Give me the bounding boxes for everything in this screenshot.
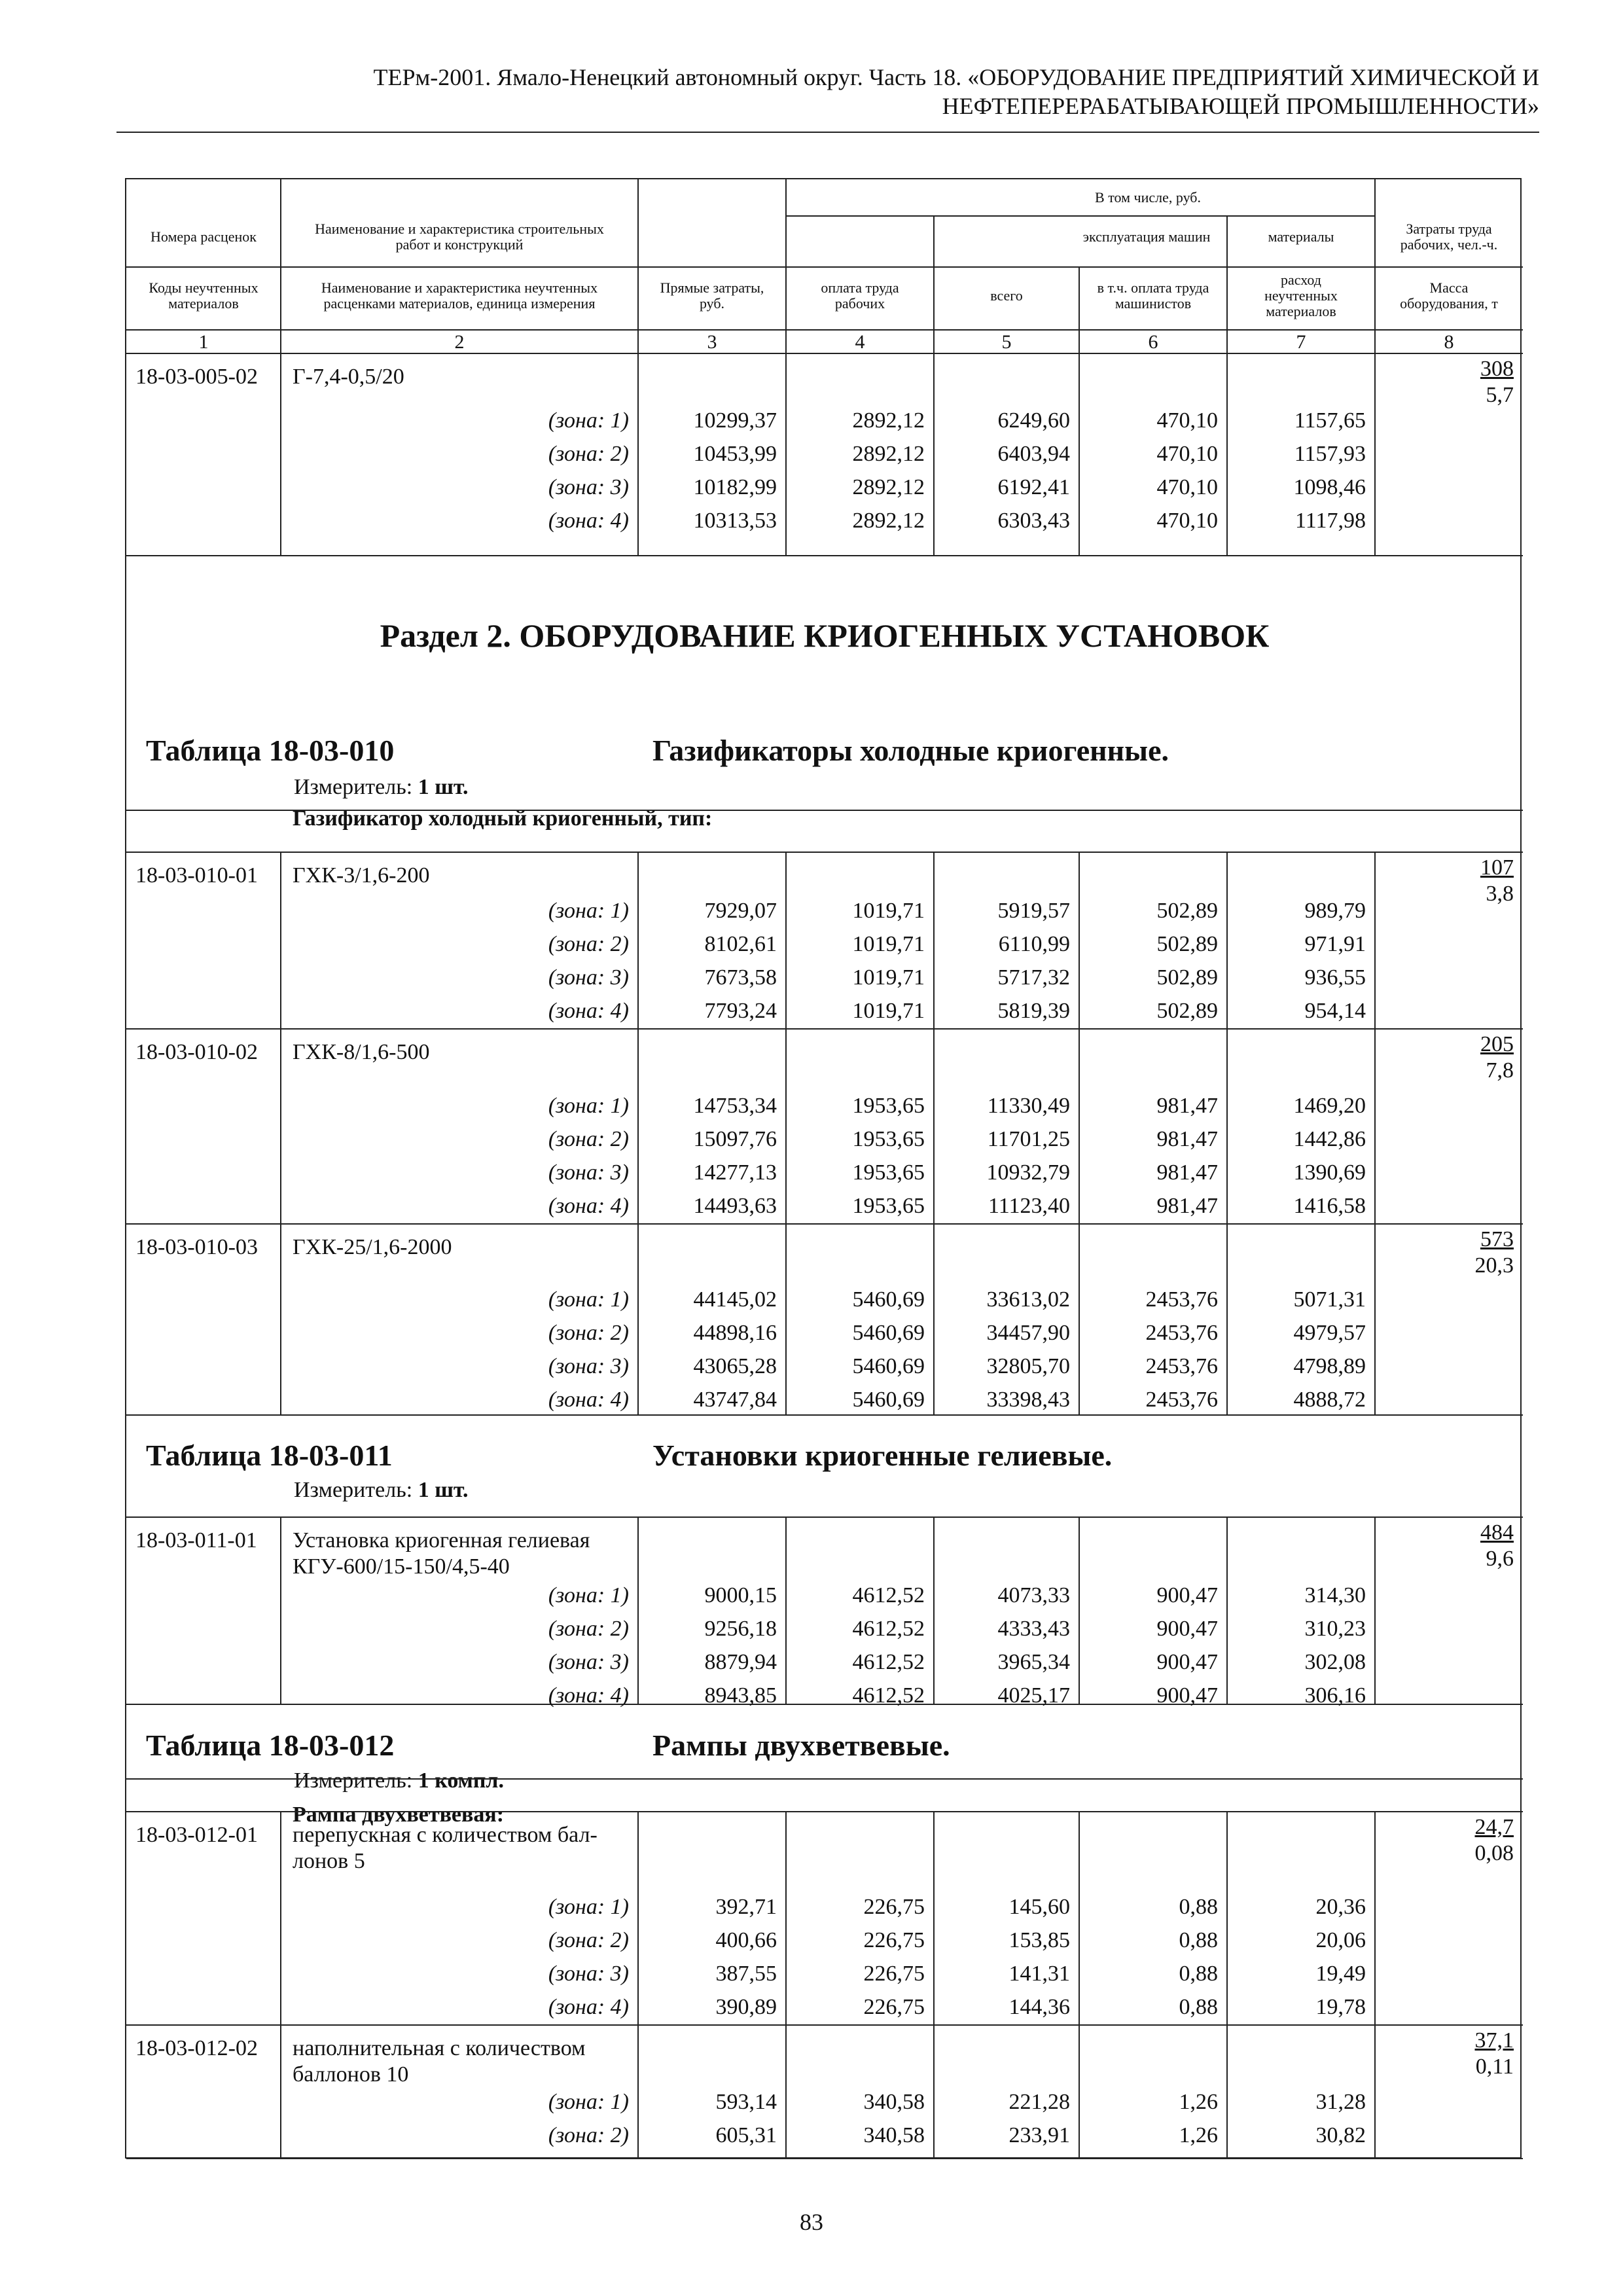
- row-rule: [126, 266, 638, 268]
- zone-value: 900,47: [1156, 1617, 1218, 1641]
- column-number: 6: [1148, 331, 1158, 353]
- zone-value: 2892,12: [852, 408, 925, 433]
- row-rule: [126, 1811, 1523, 1812]
- header-line-1: ТЕРм-2001. Ямало-Ненецкий автономный округ. Часть 18. «ОБОРУДОВАНИЕ ПРЕДПРИЯТИЙ ХИМИЧЕСКОЙ И: [373, 64, 1539, 90]
- zone-label: (зона: 1): [548, 1094, 629, 1118]
- zone-value: 5460,69: [852, 1321, 925, 1345]
- zone-value: 470,10: [1156, 509, 1218, 533]
- rate-code: 18-03-005-02: [135, 365, 258, 389]
- zone-value: 900,47: [1156, 1583, 1218, 1607]
- column-number: 2: [454, 331, 465, 353]
- zone-value: 34457,90: [986, 1321, 1070, 1345]
- rate-name-line: перепускная с количеством бал-: [293, 1823, 597, 1847]
- page-header: [116, 63, 1539, 133]
- zone-value: 981,47: [1156, 1194, 1218, 1218]
- header-machines-total: всего: [990, 287, 1023, 304]
- mass-value: 5,7: [1486, 383, 1514, 407]
- column-rule: [1079, 330, 1080, 353]
- zone-value: 1469,20: [1293, 1094, 1366, 1118]
- zone-value: 1,26: [1179, 2123, 1218, 2147]
- zone-value: 593,14: [715, 2090, 777, 2114]
- zone-value: 5919,57: [997, 899, 1070, 923]
- column-rule: [1374, 330, 1376, 353]
- zone-value: 340,58: [863, 2123, 925, 2147]
- rate-name-line: баллонов 10: [293, 2062, 409, 2087]
- mass-value: 0,11: [1475, 2054, 1514, 2079]
- column-rule: [933, 1517, 935, 1704]
- zone-value: 1953,65: [852, 1194, 925, 1218]
- zone-value: 971,91: [1304, 932, 1366, 956]
- zone-label: (зона: 4): [548, 999, 629, 1023]
- table-title-011: Установки криогенные гелиевые.: [652, 1439, 1113, 1472]
- zone-value: 14493,63: [693, 1194, 777, 1218]
- zone-value: 2453,76: [1145, 1388, 1218, 1412]
- zone-label: (зона: 3): [548, 475, 629, 499]
- zone-value: 302,08: [1304, 1650, 1366, 1674]
- zone-value: 33613,02: [986, 1287, 1070, 1312]
- zone-value: 20,06: [1315, 1928, 1366, 1952]
- zone-value: 1390,69: [1293, 1160, 1366, 1185]
- rate-code: 18-03-010-01: [135, 863, 258, 888]
- zone-value: 43747,84: [693, 1388, 777, 1412]
- zone-value: 9000,15: [704, 1583, 777, 1607]
- zone-value: 0,88: [1179, 1962, 1218, 1986]
- column-rule: [785, 1517, 787, 1704]
- zone-value: 4979,57: [1293, 1321, 1366, 1345]
- zone-value: 14277,13: [693, 1160, 777, 1185]
- zone-value: 400,66: [715, 1928, 777, 1952]
- zone-value: 8879,94: [704, 1650, 777, 1674]
- header-materials: материалы: [1268, 228, 1334, 245]
- rate-name-line: ГХК-3/1,6-200: [293, 863, 430, 888]
- zone-value: 4612,52: [852, 1650, 925, 1674]
- zone-value: 387,55: [715, 1962, 777, 1986]
- zone-value: 5460,69: [852, 1354, 925, 1378]
- zone-value: 10299,37: [693, 408, 777, 433]
- zone-value: 2892,12: [852, 442, 925, 466]
- rate-code: 18-03-010-02: [135, 1040, 258, 1064]
- zone-value: 43065,28: [693, 1354, 777, 1378]
- zone-value: 1157,93: [1294, 442, 1366, 466]
- zone-value: 44145,02: [693, 1287, 777, 1312]
- zone-label: (зона: 2): [548, 2123, 629, 2147]
- zone-value: 8102,61: [704, 932, 777, 956]
- zone-value: 981,47: [1156, 1160, 1218, 1185]
- zone-value: 0,88: [1179, 1995, 1218, 2019]
- zone-label: (зона: 4): [548, 1995, 629, 2019]
- column-rule: [280, 179, 281, 353]
- zone-value: 392,71: [715, 1895, 777, 1919]
- zone-value: 226,75: [863, 1962, 925, 1986]
- column-rule: [280, 330, 281, 353]
- column-number: 4: [855, 331, 865, 353]
- row-rule: [126, 329, 1523, 331]
- zone-value: 221,28: [1008, 2090, 1070, 2114]
- zone-value: 1019,71: [852, 965, 925, 990]
- zone-value: 11701,25: [987, 1127, 1070, 1151]
- header-in-total: В том числе, руб.: [1095, 189, 1201, 206]
- rate-name: [293, 863, 630, 889]
- labor-value: 205: [1480, 1032, 1514, 1056]
- row-rule: [126, 1516, 1523, 1518]
- header-equipment-mass: Масса оборудования, т: [1400, 279, 1498, 312]
- zone-value: 1098,46: [1293, 475, 1366, 499]
- zone-value: 5460,69: [852, 1388, 925, 1412]
- mass-value: 0,08: [1474, 1841, 1514, 1865]
- zone-value: 1019,71: [852, 899, 925, 923]
- header-material-codes: Коды неучтенных материалов: [149, 279, 259, 312]
- table-title-010: Газификаторы холодные криогенные.: [652, 734, 1169, 767]
- row-rule: [126, 2158, 1523, 2159]
- zone-value: 2453,76: [1145, 1321, 1218, 1345]
- column-rule: [1226, 330, 1228, 353]
- row-rule: [126, 1414, 1523, 1416]
- row-rule: [126, 353, 1523, 354]
- rate-name: [293, 1822, 630, 1874]
- zone-value: 981,47: [1156, 1127, 1218, 1151]
- zone-value: 10453,99: [693, 442, 777, 466]
- zone-label: (зона: 3): [548, 1160, 629, 1185]
- zone-value: 340,58: [863, 2090, 925, 2114]
- zone-label: (зона: 3): [548, 1650, 629, 1674]
- rate-name: [293, 1234, 630, 1261]
- header-line-2: НЕФТЕПЕРЕРАБАТЫВАЮЩЕЙ ПРОМЫШЛЕННОСТИ»: [942, 93, 1539, 119]
- zone-value: 6403,94: [997, 442, 1070, 466]
- zone-value: 32805,70: [986, 1354, 1070, 1378]
- zone-value: 470,10: [1156, 442, 1218, 466]
- zone-label: (зона: 2): [548, 1321, 629, 1345]
- zone-value: 1157,65: [1294, 408, 1366, 433]
- zone-label: (зона: 1): [548, 408, 629, 433]
- zone-value: 1953,65: [852, 1127, 925, 1151]
- column-number: 8: [1444, 331, 1454, 353]
- zone-value: 470,10: [1156, 408, 1218, 433]
- zone-label: (зона: 1): [548, 1583, 629, 1607]
- column-rule: [637, 1517, 639, 1704]
- group-title-010: Газификатор холодный криогенный, тип:: [293, 806, 713, 831]
- zone-value: 145,60: [1008, 1895, 1070, 1919]
- rate-code: 18-03-010-03: [135, 1235, 258, 1259]
- zone-value: 0,88: [1179, 1895, 1218, 1919]
- column-rule: [1374, 179, 1376, 353]
- rates-table: [125, 178, 1522, 2159]
- zone-value: 502,89: [1156, 999, 1218, 1023]
- zone-value: 310,23: [1304, 1617, 1366, 1641]
- page-number: 83: [800, 2209, 823, 2235]
- zone-value: 4888,72: [1293, 1388, 1366, 1412]
- column-rule: [933, 330, 935, 353]
- zone-value: 2892,12: [852, 475, 925, 499]
- header-labor-costs: Затраты труда рабочих, чел.-ч.: [1400, 221, 1498, 253]
- labor-value: 37,1: [1474, 2028, 1514, 2053]
- rate-name: [293, 1528, 630, 1580]
- zone-value: 15097,76: [693, 1127, 777, 1151]
- header-work-name: Наименование и характеристика строительных работ и конструкций: [315, 221, 604, 253]
- zone-label: (зона: 2): [548, 1617, 629, 1641]
- table-code-012: Таблица 18-03-012: [146, 1729, 395, 1762]
- zone-label: (зона: 1): [548, 2090, 629, 2114]
- rate-name: [293, 364, 630, 390]
- row-rule: [126, 1223, 1523, 1225]
- labor-mass-fraction: [1375, 2028, 1514, 2080]
- rate-name: [293, 2036, 630, 2088]
- rate-code: 18-03-011-01: [135, 1528, 257, 1552]
- measure-011: Измеритель: 1 шт.: [294, 1478, 469, 1502]
- zone-label: (зона: 4): [548, 509, 629, 533]
- zone-value: 6110,99: [998, 932, 1070, 956]
- labor-mass-fraction: [1375, 1814, 1514, 1867]
- zone-value: 2892,12: [852, 509, 925, 533]
- zone-value: 6249,60: [997, 408, 1070, 433]
- labor-mass-fraction: [1375, 1520, 1514, 1572]
- rate-name-line: лонов 5: [293, 1849, 365, 1873]
- zone-value: 11330,49: [987, 1094, 1070, 1118]
- labor-value: 308: [1480, 357, 1514, 381]
- row-rule: [126, 1028, 1523, 1030]
- zone-value: 4025,17: [997, 1683, 1070, 1708]
- zone-value: 989,79: [1304, 899, 1366, 923]
- zone-value: 2453,76: [1145, 1354, 1218, 1378]
- zone-value: 1,26: [1179, 2090, 1218, 2114]
- column-number: 7: [1296, 331, 1306, 353]
- zone-value: 7929,07: [704, 899, 777, 923]
- measure-010: Измеритель: 1 шт.: [294, 775, 469, 799]
- table-title-012: Рампы двухветвевые.: [652, 1729, 950, 1762]
- group-title-012: Рампа двухветвевая:: [293, 1803, 505, 1827]
- zone-value: 9256,18: [704, 1617, 777, 1641]
- header-materials-consumption: расход неучтенных материалов: [1264, 272, 1338, 319]
- zone-value: 11123,40: [988, 1194, 1070, 1218]
- zone-value: 233,91: [1008, 2123, 1070, 2147]
- column-rule: [1079, 1517, 1080, 1704]
- zone-value: 900,47: [1156, 1683, 1218, 1708]
- zone-value: 19,49: [1315, 1962, 1366, 1986]
- zone-value: 10932,79: [986, 1160, 1070, 1185]
- labor-value: 107: [1480, 855, 1514, 880]
- zone-value: 226,75: [863, 1895, 925, 1919]
- row-rule: [126, 555, 1523, 556]
- header-direct-costs: Прямые затраты, руб.: [660, 279, 764, 312]
- zone-value: 4612,52: [852, 1617, 925, 1641]
- zone-label: (зона: 3): [548, 1354, 629, 1378]
- column-rule: [637, 179, 639, 353]
- rate-name-line: Установка криогенная гелиевая: [293, 1528, 590, 1552]
- zone-value: 502,89: [1156, 932, 1218, 956]
- zone-value: 226,75: [863, 1928, 925, 1952]
- zone-value: 306,16: [1304, 1683, 1366, 1708]
- zone-value: 1953,65: [852, 1160, 925, 1185]
- labor-value: 573: [1480, 1227, 1514, 1251]
- zone-value: 981,47: [1156, 1094, 1218, 1118]
- rate-name-line: КГУ-600/15-150/4,5-40: [293, 1554, 510, 1579]
- mass-value: 20,3: [1474, 1253, 1514, 1278]
- row-rule: [126, 2024, 1523, 2026]
- zone-value: 4612,52: [852, 1683, 925, 1708]
- labor-mass-fraction: [1375, 356, 1514, 408]
- row-rule: [126, 852, 1523, 853]
- rate-name: [293, 1039, 630, 1066]
- zone-label: (зона: 2): [548, 1928, 629, 1952]
- zone-label: (зона: 4): [548, 1388, 629, 1412]
- zone-value: 936,55: [1304, 965, 1366, 990]
- zone-value: 141,31: [1008, 1962, 1070, 1986]
- zone-value: 44898,16: [693, 1321, 777, 1345]
- zone-label: (зона: 2): [548, 932, 629, 956]
- table-code-011: Таблица 18-03-011: [146, 1439, 393, 1472]
- zone-value: 470,10: [1156, 475, 1218, 499]
- zone-label: (зона: 1): [548, 1895, 629, 1919]
- column-rule: [785, 330, 787, 353]
- zone-value: 153,85: [1008, 1928, 1070, 1952]
- zone-value: 4798,89: [1293, 1354, 1366, 1378]
- zone-value: 5460,69: [852, 1287, 925, 1312]
- header-machines: эксплуатация машин: [1082, 228, 1211, 245]
- zone-label: (зона: 1): [548, 1287, 629, 1312]
- zone-label: (зона: 1): [548, 899, 629, 923]
- zone-value: 954,14: [1304, 999, 1366, 1023]
- zone-label: (зона: 3): [548, 965, 629, 990]
- zone-value: 1019,71: [852, 932, 925, 956]
- column-rule: [1226, 1517, 1228, 1704]
- zone-value: 1416,58: [1293, 1194, 1366, 1218]
- table-code-010: Таблица 18-03-010: [146, 734, 395, 767]
- zone-value: 605,31: [715, 2123, 777, 2147]
- rate-name-line: Г-7,4-0,5/20: [293, 365, 404, 389]
- mass-value: 3,8: [1486, 882, 1514, 906]
- rate-code: 18-03-012-02: [135, 2036, 258, 2060]
- zone-value: 8943,85: [704, 1683, 777, 1708]
- zone-value: 6192,41: [997, 475, 1070, 499]
- zone-value: 226,75: [863, 1995, 925, 2019]
- zone-value: 1442,86: [1293, 1127, 1366, 1151]
- zone-value: 3965,34: [997, 1650, 1070, 1674]
- zone-value: 502,89: [1156, 965, 1218, 990]
- zone-value: 4612,52: [852, 1583, 925, 1607]
- header-material-name: Наименование и характеристика неучтенных расценками материалов, единица измерения: [321, 279, 598, 312]
- zone-value: 1953,65: [852, 1094, 925, 1118]
- rate-name-line: ГХК-8/1,6-500: [293, 1040, 430, 1064]
- zone-value: 19,78: [1315, 1995, 1366, 2019]
- header-rate-numbers: Номера расценок: [151, 228, 257, 245]
- column-number: 3: [707, 331, 717, 353]
- rate-name-line: ГХК-25/1,6-2000: [293, 1235, 452, 1259]
- zone-value: 33398,43: [986, 1388, 1070, 1412]
- zone-value: 314,30: [1304, 1583, 1366, 1607]
- zone-label: (зона: 4): [548, 1194, 629, 1218]
- zone-value: 900,47: [1156, 1650, 1218, 1674]
- zone-label: (зона: 3): [548, 1962, 629, 1986]
- column-rule: [637, 330, 639, 353]
- rate-name-line: наполнительная с количеством: [293, 2036, 586, 2060]
- measure-012: Измеритель: 1 компл.: [294, 1768, 505, 1793]
- zone-value: 144,36: [1008, 1995, 1070, 2019]
- zone-value: 20,36: [1315, 1895, 1366, 1919]
- zone-value: 7673,58: [704, 965, 777, 990]
- zone-value: 30,82: [1315, 2123, 1366, 2147]
- section-title: Раздел 2. ОБОРУДОВАНИЕ КРИОГЕННЫХ УСТАНОВОК: [380, 617, 1270, 654]
- labor-mass-fraction: [1375, 1227, 1514, 1279]
- row-rule: [786, 215, 1375, 217]
- labor-value: 24,7: [1474, 1815, 1514, 1839]
- zone-value: 7793,24: [704, 999, 777, 1023]
- zone-value: 2453,76: [1145, 1287, 1218, 1312]
- column-number: 5: [1001, 331, 1012, 353]
- zone-value: 31,28: [1315, 2090, 1366, 2114]
- column-rule: [785, 179, 787, 353]
- labor-value: 484: [1480, 1520, 1514, 1545]
- zone-value: 5717,32: [997, 965, 1070, 990]
- zone-value: 10182,99: [693, 475, 777, 499]
- zone-value: 1019,71: [852, 999, 925, 1023]
- zone-value: 1117,98: [1295, 509, 1366, 533]
- mass-value: 7,8: [1486, 1058, 1514, 1083]
- zone-label: (зона: 4): [548, 1683, 629, 1708]
- labor-mass-fraction: [1375, 1031, 1514, 1084]
- zone-value: 10313,53: [693, 509, 777, 533]
- zone-value: 502,89: [1156, 899, 1218, 923]
- zone-value: 4333,43: [997, 1617, 1070, 1641]
- zone-value: 4073,33: [997, 1583, 1070, 1607]
- row-rule: [126, 810, 1523, 811]
- row-rule: [126, 1778, 1523, 1780]
- zone-value: 5819,39: [997, 999, 1070, 1023]
- zone-value: 6303,43: [997, 509, 1070, 533]
- mass-value: 9,6: [1486, 1547, 1514, 1571]
- column-rule: [280, 1517, 281, 1704]
- zone-value: 14753,34: [693, 1094, 777, 1118]
- zone-value: 390,89: [715, 1995, 777, 2019]
- zone-label: (зона: 2): [548, 1127, 629, 1151]
- column-number: 1: [198, 331, 209, 353]
- labor-mass-fraction: [1375, 855, 1514, 907]
- rate-code: 18-03-012-01: [135, 1823, 258, 1847]
- zone-label: (зона: 2): [548, 442, 629, 466]
- zone-value: 0,88: [1179, 1928, 1218, 1952]
- header-machinists-pay: в т.ч. оплата труда машинистов: [1097, 279, 1209, 312]
- header-labor-pay: оплата труда рабочих: [821, 279, 899, 312]
- zone-value: 5071,31: [1293, 1287, 1366, 1312]
